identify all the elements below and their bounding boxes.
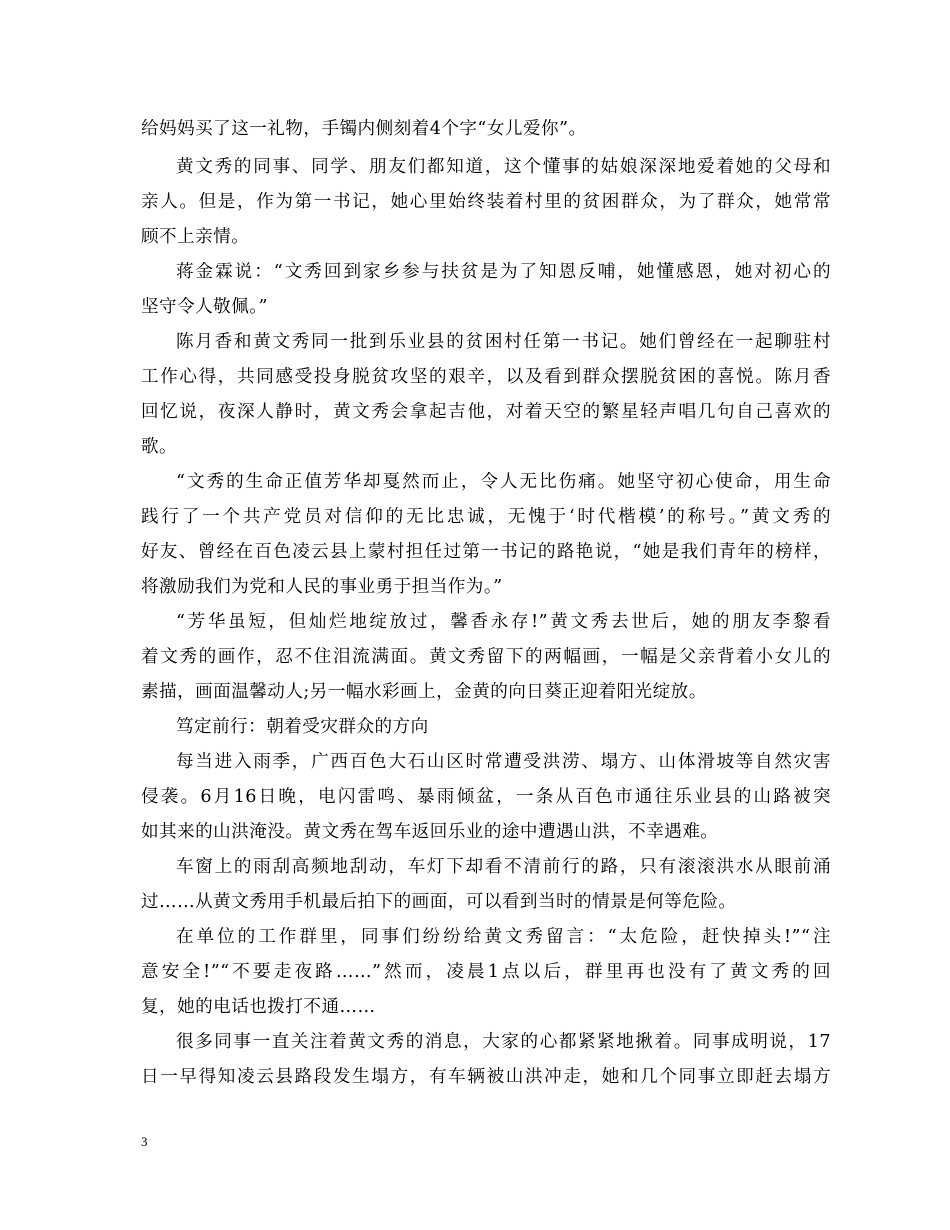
text-line-9: 回忆说，夜深人静时，黄文秀会拿起吉他，对着天空的繁星轻声唱几句自己喜欢的 (141, 402, 831, 422)
text-line-5: 蒋金霖说：“文秀回到家乡参与扶贫是为了知恩反哺，她懂感恩，她对初心的 (176, 262, 831, 282)
text-line-28: 日一早得知凌云县路段发生塌方，有车辆被山洪冲走，她和几个同事立即赶去塌方 (141, 1067, 831, 1087)
text-line-19: 每当进入雨季，广西百色大石山区时常遭受洪涝、塌方、山体滑坡等自然灾害 (176, 752, 831, 772)
text-line-23: 过……从黄文秀用手机最后拍下的画面，可以看到当时的情景是何等危险。 (141, 892, 737, 912)
text-line-7: 陈月香和黄文秀同一批到乐业县的贫困村任第一书记。她们曾经在一起聊驻村 (176, 332, 831, 352)
text-line-2: 黄文秀的同事、同学、朋友们都知道，这个懂事的姑娘深深地爱着她的父母和 (176, 157, 831, 177)
text-line-10: 歌。 (141, 437, 178, 457)
section-heading: 笃定前行：朝着受灾群众的方向 (176, 717, 429, 737)
text-line-11: “文秀的生命正值芳华却戛然而止，令人无比伤痛。她坚守初心使命，用生命 (176, 472, 831, 492)
text-line-6: 坚守令人敬佩。” (141, 297, 268, 317)
text-line-4: 顾不上亲情。 (141, 227, 250, 247)
text-line-24: 在单位的工作群里，同事们纷纷给黄文秀留言：“太危险，赶快掉头!”“注 (176, 927, 831, 947)
text-line-15: “芳华虽短，但灿烂地绽放过，馨香永存!”黄文秀去世后，她的朋友李黎看 (176, 612, 831, 632)
text-line-3: 亲人。但是，作为第一书记，她心里始终装着村里的贫困群众，为了群众，她常常 (141, 192, 831, 212)
text-line-1: 给妈妈买了这一礼物，手镯内侧刻着4个字“女儿爱你”。 (141, 119, 587, 139)
text-line-8: 工作心得，共同感受投身脱贫攻坚的艰辛，以及看到群众摆脱贫困的喜悦。陈月香 (141, 367, 831, 387)
text-line-25: 意安全!”“不要走夜路……”然而，凌晨1点以后，群里再也没有了黄文秀的回 (141, 962, 831, 982)
text-line-26: 复，她的电话也拨打不通…… (141, 997, 376, 1017)
text-line-17: 素描，画面温馨动人;另一幅水彩画上，金黄的向日葵正迎着阳光绽放。 (141, 682, 707, 702)
text-line-21: 如其来的山洪淹没。黄文秀在驾车返回乐业的途中遭遇山洪，不幸遇难。 (141, 822, 719, 842)
text-line-27: 很多同事一直关注着黄文秀的消息，大家的心都紧紧地揪着。同事成明说，17 (176, 1032, 831, 1052)
text-line-13: 好友、曾经在百色凌云县上蒙村担任过第一书记的路艳说，“她是我们青年的榜样， (141, 542, 831, 562)
text-line-16: 着文秀的画作，忍不住泪流满面。黄文秀留下的两幅画，一幅是父亲背着小女儿的 (141, 647, 831, 667)
page-number: 3 (141, 1134, 148, 1149)
text-line-22: 车窗上的雨刮高频地刮动，车灯下却看不清前行的路，只有滚滚洪水从眼前涌 (176, 857, 831, 877)
text-line-14: 将激励我们为党和人民的事业勇于担当作为。” (141, 577, 503, 597)
text-line-20: 侵袭。6月16日晚，电闪雷鸣、暴雨倾盆，一条从百色市通往乐业县的山路被突 (141, 787, 831, 807)
text-line-12: 践行了一个共产党员对信仰的无比忠诚，无愧于‘时代楷模’的称号。”黄文秀的 (141, 507, 831, 527)
